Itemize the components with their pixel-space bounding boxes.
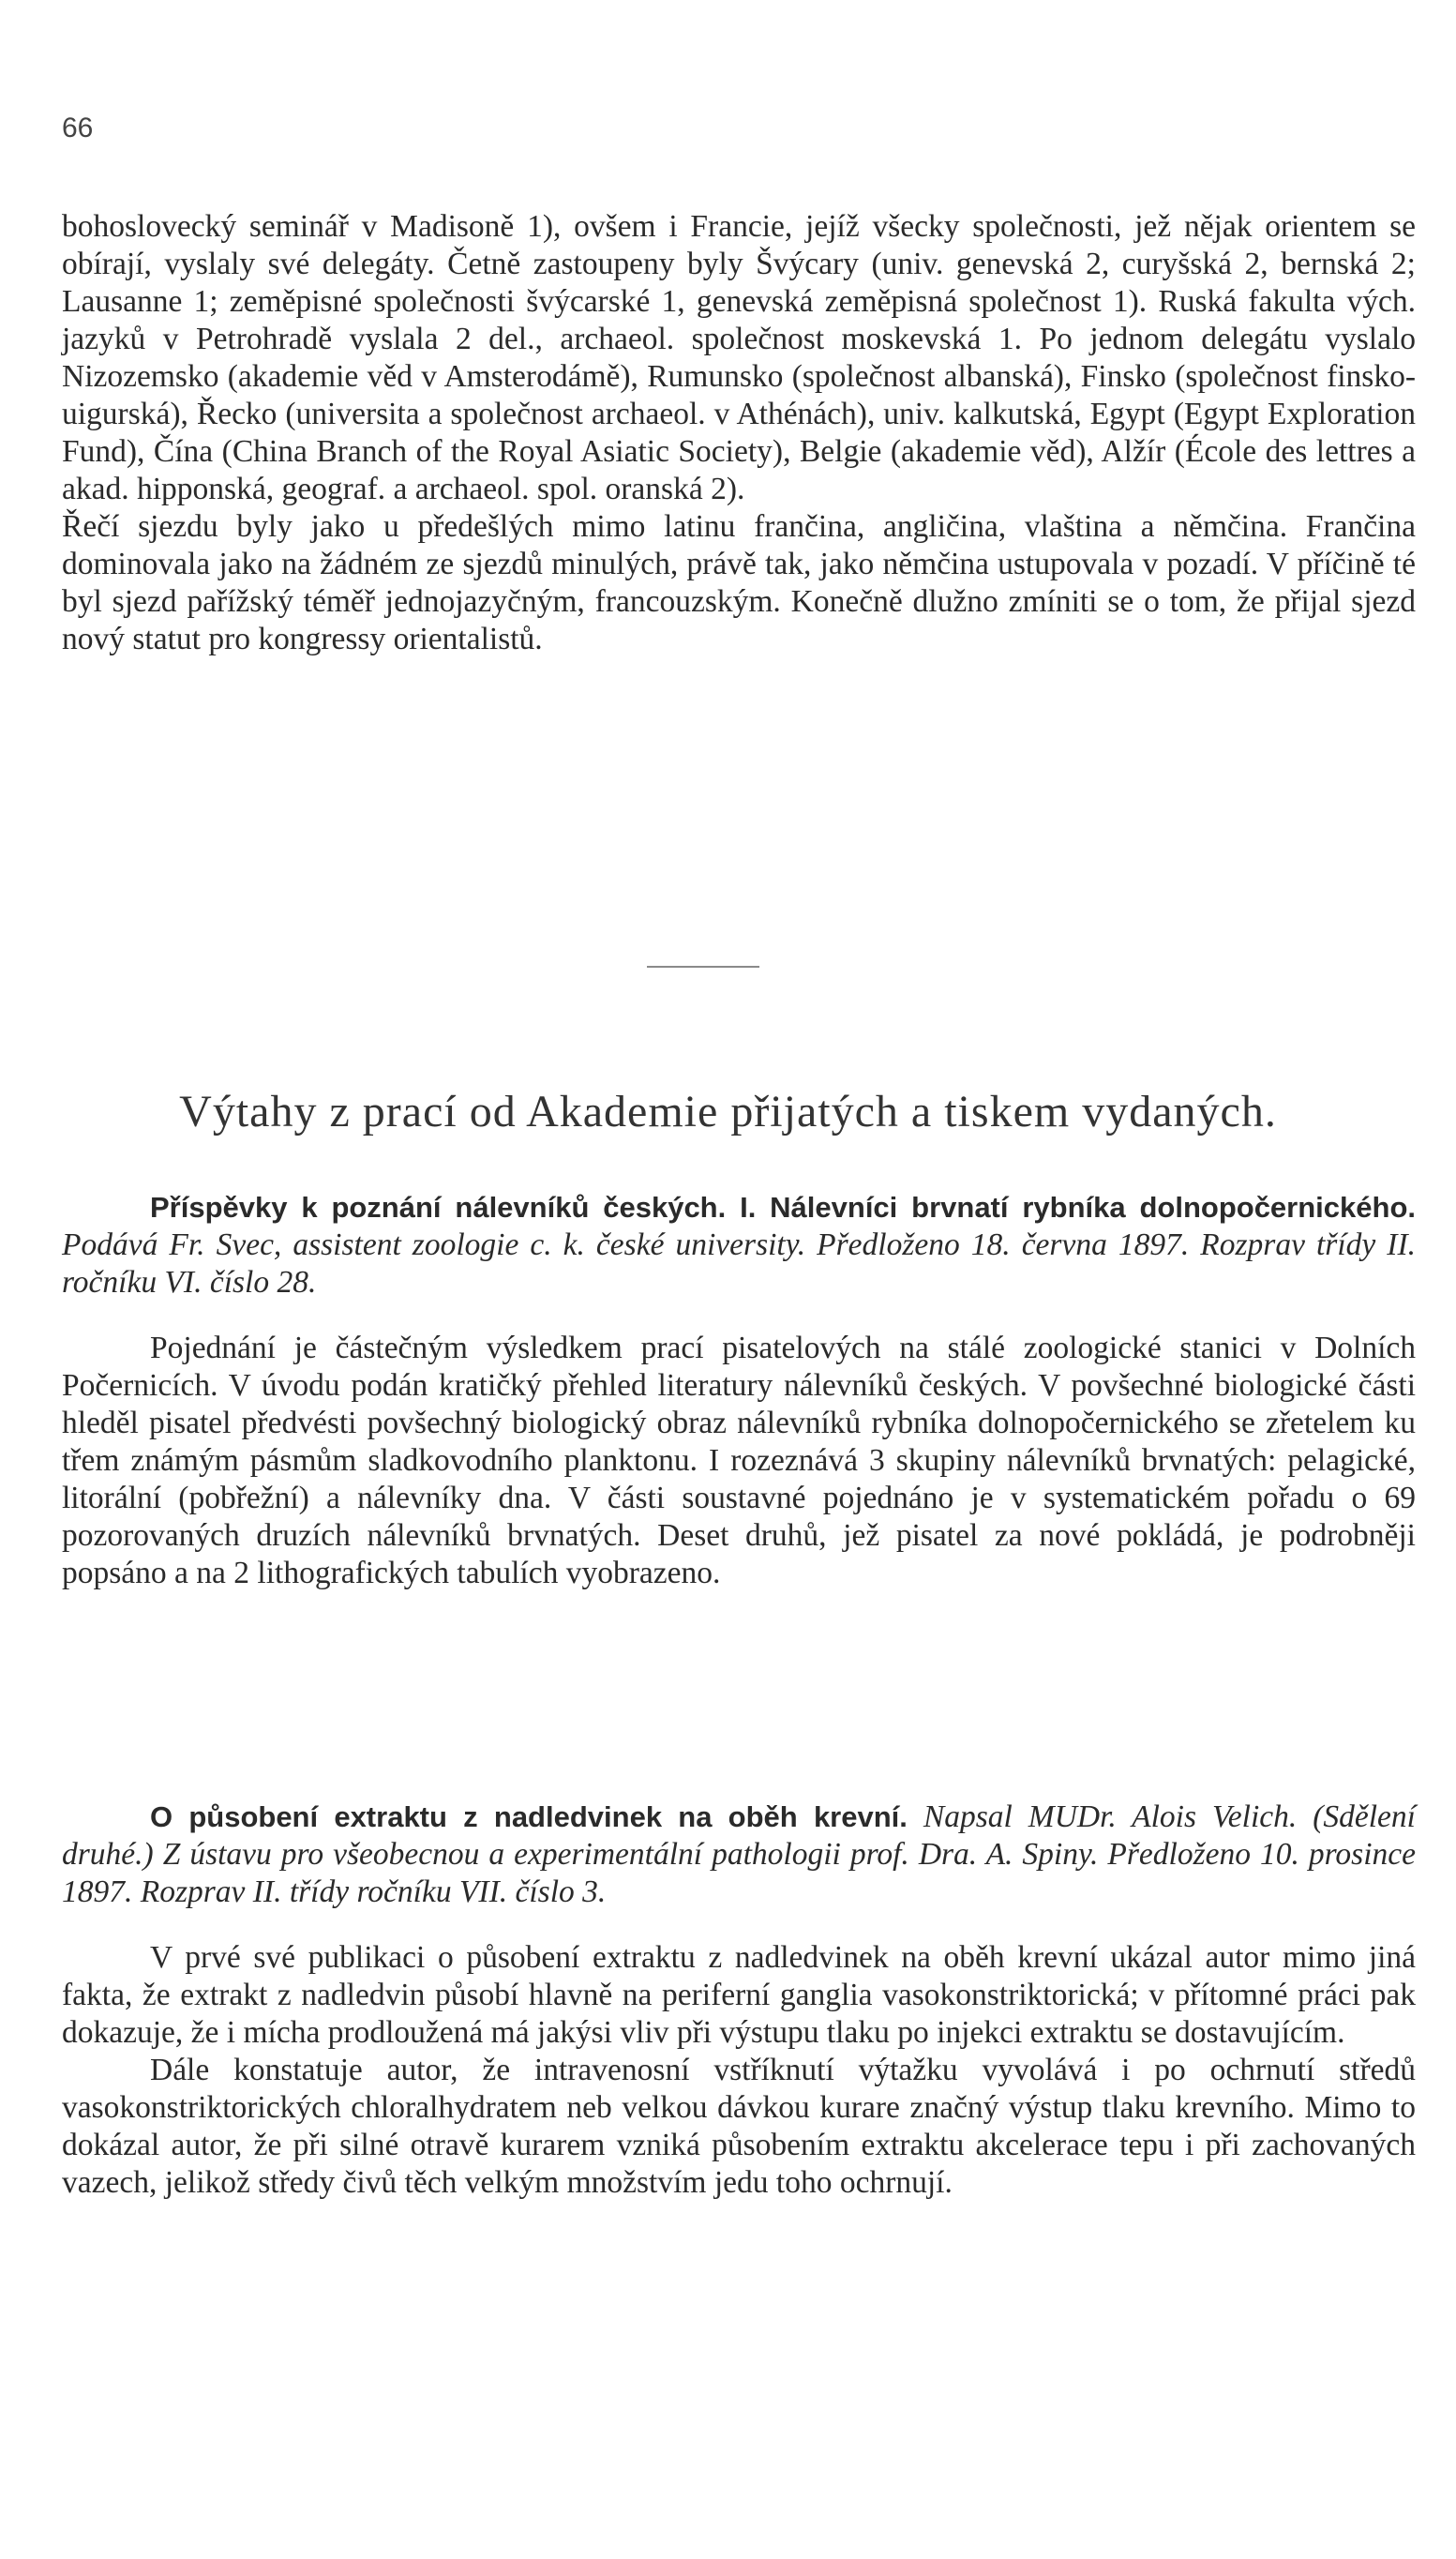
entry-heading	[62, 1189, 1416, 1302]
entry-reference: Napsal MUDr. Alois Velich. (Sdělení druhé.) Z ústavu pro všeobecnou a experimentální pathologii prof. Dra. A. Spiny. Předloženo 10. prosince 1897. Rozprav II. třídy ročníku VII. číslo 3.	[62, 1799, 1416, 1909]
entry-paragraph: V prvé své publikaci o působení extraktu z nadledvinek na oběh krevní ukázal autor mimo jiná fakta, že extrakt z nadledvin působí hlavně na periferní ganglia vasokonstriktorická; v přítomné práci pak dokazuje, že i mícha prodloužená má jakýsi vliv při výstupu tlaku po injekci extraktu se dostavujícím.	[62, 1940, 1416, 2050]
entry-title: O působení extraktu z nadledvinek na oběh krevní.	[150, 1800, 908, 1833]
entry-paragraph: Dále konstatuje autor, že intravenosní vstříknutí výtažku vyvolává i po ochrnutí středů vasokonstriktorických chloralhydratem neb velkou dávkou kurare značný výstup tlaku krevního. Mimo to dokázal autor, že při silné otravě kurarem vzniká působením extraktu akcelerace tepu i při zachovaných vazech, jelikož středy čivů těch velkým množstvím jedu toho ochrnují.	[62, 2053, 1416, 2200]
entry-heading	[62, 1799, 1416, 1911]
page-number: 66	[62, 113, 94, 143]
section-title: Výtahy z prací od Akademie přijatých a tiskem vydaných.	[179, 1087, 1277, 1136]
entry-body	[62, 1330, 1416, 1592]
abstract-entry	[62, 1189, 1416, 1592]
section-divider	[647, 966, 759, 968]
abstract-entry	[62, 1799, 1416, 2202]
entry-body	[62, 1939, 1416, 2202]
intro-paragraph: bohoslovecký seminář v Madisoně 1), ovšem i Francie, jejíž všecky společnosti, jež nějak orientem se obírají, vyslaly své delegáty. Četně zastoupeny byly Švýcary (univ. genevská 2, curyšská 2, bernská 2; Lausanne 1; zeměpisné společnosti švýcarské 1, genevská zeměpisná společnost 1). Ruská fakulta vých. jazyků v Petrohradě vyslala 2 del., archaeol. společnost moskevská 1. Po jednom delegátu vyslalo Nizozemsko (akademie věd v Amsterodámě), Rumunsko (společnost albanská), Finsko (společnost finsko-uigurská), Řecko (universita a společnost archaeol. v Athénách), univ. kalkutská, Egypt (Egypt Exploration Fund), Čína (China Branch of the Royal Asiatic Society), Belgie (akademie věd), Alžír (École des lettres a akad. hipponská, geograf. a archaeol. spol. oranská 2).	[62, 209, 1416, 506]
entry-title: Příspěvky k poznání nálevníků českých. I. Nálevníci brvnatí rybníka dolnopočernického.	[150, 1191, 1416, 1224]
entry-reference: Podává Fr. Svec, assistent zoologie c. k. české university. Předloženo 18. června 1897. Rozprav třídy II. ročníku VI. číslo 28.	[62, 1227, 1416, 1300]
intro-text	[62, 208, 1416, 658]
intro-paragraph: Řečí sjezdu byly jako u předešlých mimo latinu frančina, angličina, vlaština a němčina. Frančina dominovala jako na žádném ze sjezdů minulých, právě tak, jako němčina ustupovala v pozadí. V příčině té byl sjezd pařížský téměř jednojazyčným, francouzským. Konečně dlužno zmíniti se o tom, že přijal sjezd nový statut pro kongressy orientalistů.	[62, 509, 1416, 656]
entry-paragraph: Pojednání je částečným výsledkem prací pisatelových na stálé zoologické stanici v Dolních Počernicích. V úvodu podán kratičký přehled literatury nálevníků českých. V povšechné biologické části hleděl pisatel předvésti povšechný biologický obraz nálevníků rybníka dolnopočernického se zřetelem ku třem známým pásmům sladkovodního planktonu. I rozeznává 3 skupiny nálevníků brvnatých: pelagické, litorální (pobřežní) a nálevníky dna. V části soustavné pojednáno je v systematickém pořadu o 69 pozorovaných druzích nálevníků brvnatých. Deset druhů, jež pisatel za nové pokládá, je podrobněji popsáno a na 2 lithografických tabulích vyobrazeno.	[62, 1331, 1416, 1590]
